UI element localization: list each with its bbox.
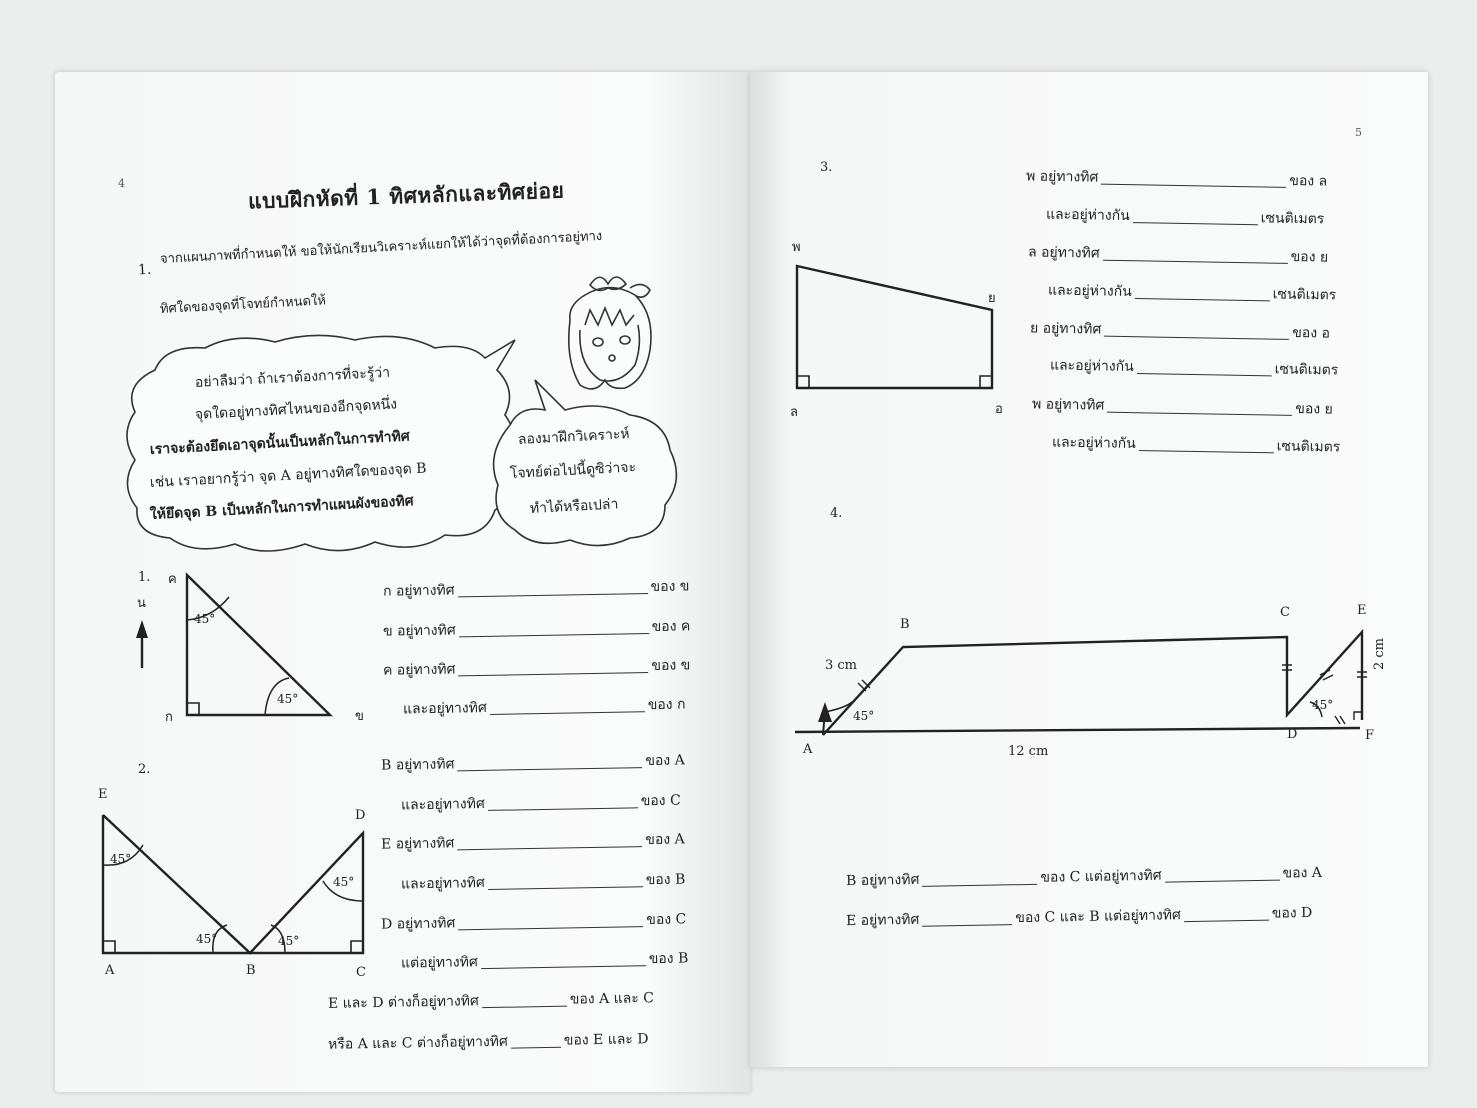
q3-row-8: และอยู่ห่างกัน เซนติเมตร [1051,434,1341,456]
q1-row-1: ก อยู่ทางทิศ ของ ข [382,578,690,600]
q4-vertex-d: D [1287,727,1298,742]
answer-blank[interactable] [1101,183,1286,188]
q2-row-3: E อยู่ทางทิศ ของ A [380,831,685,853]
q3-row-3: ล อยู่ทางทิศ ของ ย [1027,244,1329,266]
answer-blank[interactable] [458,592,648,597]
instruction-line-1: จากแผนภาพที่กำหนดให้ ขอให้นักเรียนวิเคราะห์แยกให้ได้ว่าจุดที่ต้องการอยู่ทาง [159,228,603,267]
answer-blank[interactable] [457,845,642,850]
answer-blank[interactable] [457,766,642,771]
q4-vertex-c: C [1280,605,1290,620]
q3-row-4: และอยู่ห่างกัน เซนติเมตร [1047,282,1337,304]
answer-blank[interactable] [1137,372,1272,376]
q3-vertex-bottom-right: อ [995,402,1003,417]
q3-row-7: พ อยู่ทางทิศ ของ ย [1031,396,1333,418]
answer-blank[interactable] [1103,259,1288,264]
q3-vertex-top-left: พ [792,240,801,255]
q2-angle-b-right: 45° [278,934,300,948]
answer-blank[interactable] [1139,449,1274,453]
answer-blank[interactable] [459,632,649,637]
answer-blank[interactable] [1107,411,1292,416]
q1-row-2: ข อยู่ทางทิศ ของ ค [382,618,691,640]
bubble-main-line-3: เราจะต้องยึดเอาจุดนั้นเป็นหลักในการทำทิศ [149,428,411,458]
q3-number: 3. [820,160,833,175]
q2-row-5: D อยู่ทางทิศ ของ C [380,911,687,933]
q4-length-ab: 3 cm [825,658,858,673]
answer-blank[interactable] [923,883,1038,887]
q2-vertex-a: A [105,963,115,978]
bubble-main-line-5: ให้ยึดจุด B เป็นหลักในการทำแผนผังของทิศ [149,493,414,523]
answer-blank[interactable] [481,964,646,969]
page-number-left: 4 [118,177,125,190]
bubble-small-line-1: ลองมาฝึกวิเคราะห์ [517,426,630,448]
q2-vertex-e: E [98,787,108,802]
answer-blank[interactable] [1104,335,1289,340]
q4-vertex-f: F [1365,728,1375,743]
q3-trapezoid-figure [790,258,1005,398]
worksheet-title: แบบฝึกหัดที่ 1 ทิศหลักและทิศย่อย [247,177,565,214]
q1-vertex-top: ค [168,572,177,587]
instruction-line-2: ทิศใดของจุดที่โจทย์กำหนดให้ [159,293,327,317]
q2-vertex-d: D [355,808,366,823]
q1-angle-right: 45° [277,692,299,706]
answer-blank[interactable] [488,885,643,890]
q1-row-4: และอยู่ทางทิศ ของ ก [402,696,686,718]
q4-angle-d: 45° [1312,698,1334,712]
q2-number: 2. [138,762,151,777]
bubble-main-line-4: เช่น เราอยากรู้ว่า จุด A อยู่ทางทิศใดของจุด B [149,460,427,491]
q4-vertex-b: B [900,617,910,632]
q3-row-2: และอยู่ห่างกัน เซนติเมตร [1045,206,1325,228]
q4-number: 4. [830,506,843,521]
q2-row-4: และอยู่ทางทิศ ของ B [400,871,686,893]
bubble-small-line-3: ทำได้หรือเปล่า [529,496,619,517]
q2-angle-d: 45° [333,875,355,889]
page-number-right: 5 [1355,126,1362,139]
q2-vertex-c: C [356,965,366,980]
north-label: น [137,596,146,611]
answer-blank[interactable] [488,806,638,811]
q2-vertex-b: B [246,963,256,978]
q3-vertex-right-top: ย [988,291,996,306]
q2-row-2: และอยู่ทางทิศ ของ C [400,792,681,814]
answer-blank[interactable] [459,671,649,676]
q2-row-8: หรือ A และ C ต่างก็อยู่ทางทิศ ของ E และ D [327,1031,649,1053]
q2-angle-e: 45° [110,852,132,866]
q2-angle-b-left: 45° [196,932,218,946]
q1-triangle-figure [130,560,360,730]
q1-angle-top: 45° [194,612,216,626]
q1-row-3: ค อยู่ทางทิศ ของ ข [382,657,691,679]
bubble-main-line-2: จุดใดอยู่ทางทิศไหนของอีกจุดหนึ่ง [194,396,398,423]
answer-blank[interactable] [482,1005,567,1008]
q3-row-6: และอยู่ห่างกัน เซนติเมตร [1049,357,1339,379]
answer-blank[interactable] [1184,919,1269,922]
answer-blank[interactable] [1133,221,1258,225]
answer-blank[interactable] [1135,297,1270,301]
answer-blank[interactable] [1165,879,1280,883]
answer-blank[interactable] [511,1046,561,1049]
answer-blank[interactable] [458,925,643,930]
q4-vertex-e: E [1357,603,1367,618]
bubble-small-line-2: โจทย์ต่อไปนี้ดูซิว่าจะ [509,459,637,482]
q4-route-figure [790,620,1400,760]
q3-row-1: พ อยู่ทางทิศ ของ ล [1025,168,1328,190]
q1-vertex-bottom-right: ข [355,709,364,724]
instruction-number: 1. [137,261,152,279]
q3-row-5: ย อยู่ทางทิศ ของ อ [1029,320,1331,342]
q4-angle-a: 45° [853,709,875,723]
answer-blank[interactable] [490,710,645,715]
q4-length-ad: 12 cm [1008,744,1049,759]
q2-row-7: E และ D ต่างก็อยู่ทางทิศ ของ A และ C [327,990,655,1012]
q4-length-ef: 2 cm [1372,637,1387,670]
bubble-main-line-1: อย่าลืมว่า ถ้าเราต้องการที่จะรู้ว่า [194,364,391,391]
answer-blank[interactable] [922,923,1012,927]
q2-row-6: แต่อยู่ทางทิศ ของ B [400,950,689,972]
q4-row-1: B อยู่ทางทิศ ของ C แต่อยู่ทางทิศ ของ A [845,864,1323,890]
q2-row-1: B อยู่ทางทิศ ของ A [380,752,685,774]
q1-number: 1. [138,570,151,585]
q4-vertex-a: A [803,742,813,757]
q1-vertex-bottom-left: ก [165,710,173,725]
q3-vertex-bottom-left: ล [790,405,798,420]
q4-row-2: E อยู่ทางทิศ ของ C และ B แต่อยู่ทางทิศ ของ D [845,904,1313,930]
